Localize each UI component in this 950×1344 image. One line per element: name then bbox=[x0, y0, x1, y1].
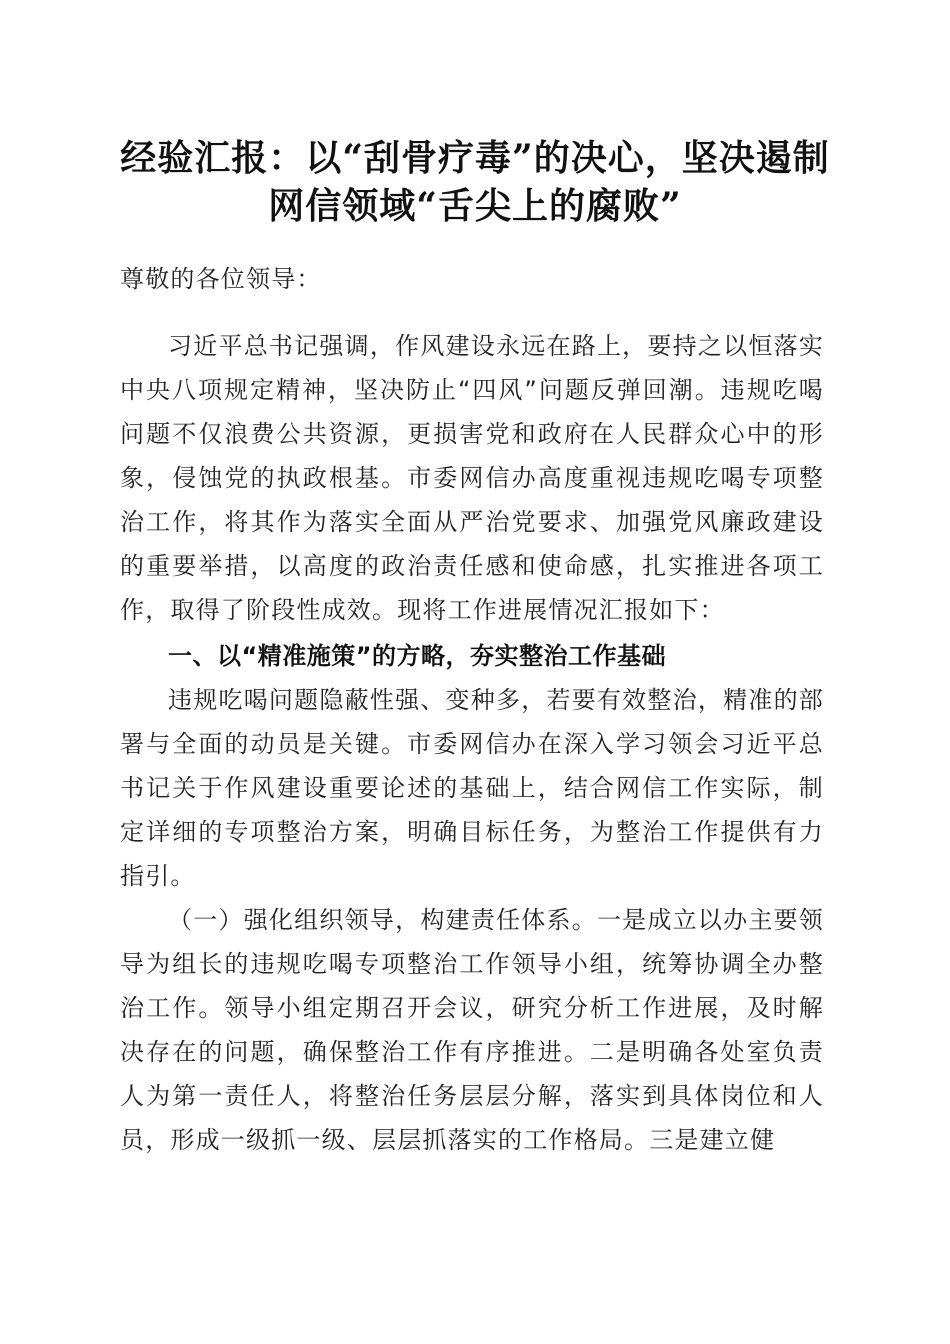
section-heading-1: 一、以“精准施策”的方略，夯实整治工作基础 bbox=[168, 642, 667, 670]
paragraph-section-1: 违规吃喝问题隐蔽性强、变种多，若要有效整治，精准的部署与全面的动员是关键。市委网信办在深入学习领会习近平总书记关于作风建设重要论述的基础上，结合网信工作实际，制定详细的专项整治方案，明确目标任务，为整治工作提供有力指引。 bbox=[120, 686, 824, 890]
document-title-line-1: 经验汇报：以“刮骨疗毒”的决心，坚决遏制 bbox=[120, 137, 830, 179]
salutation: 尊敬的各位领导： bbox=[120, 265, 322, 293]
paragraph-subsection-1: （一）强化组织领导，构建责任体系。一是成立以办主要领导为组长的违规吃喝专项整治工作领导小组，统筹协调全办整治工作。领导小组定期召开会议，研究分析工作进展，及时解决存在的问题，确保整治工作有序推进。二是明确各处室负责人为第一责任人，将整治任务层层分解，落实到具体岗位和人员，形成一级抓一级、层层抓落实的工作格局。三是建立健 bbox=[120, 906, 824, 1154]
paragraph-intro: 习近平总书记强调，作风建设永远在路上，要持之以恒落实中央八项规定精神，坚决防止“四风”问题反弹回潮。违规吃喝问题不仅浪费公共资源，更损害党和政府在人民群众心中的形象，侵蚀党的执政根基。市委网信办高度重视违规吃喝专项整治工作，将其作为落实全面从严治党要求、加强党风廉政建设的重要举措，以高度的政治责任感和使命感，扎实推进各项工作，取得了阶段性成效。现将工作进展情况汇报如下： bbox=[120, 332, 824, 624]
document-title-line-2: 网信领域“舌尖上的腐败” bbox=[268, 185, 682, 227]
